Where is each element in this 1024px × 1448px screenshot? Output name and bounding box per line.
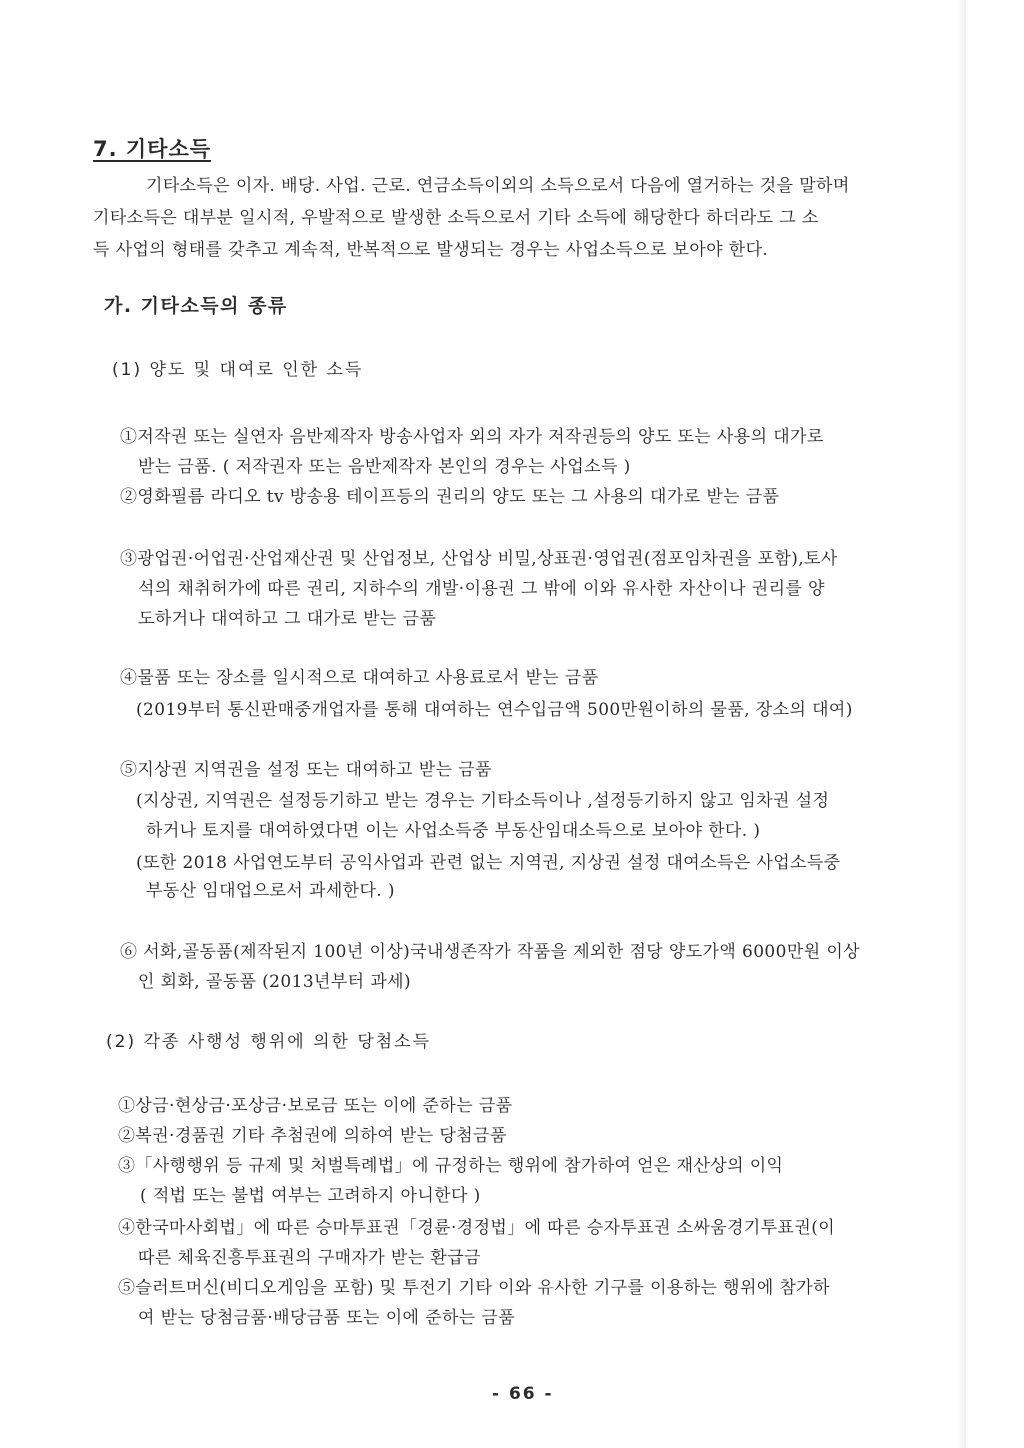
subsection-title: 가. 기타소득의 종류 <box>104 295 288 317</box>
prize-item-4-line-2: 따른 체육진흥투표권의 구매자가 받는 환급금 <box>138 1248 481 1268</box>
prize-item-1: ①상금·현상금·포상금·보로금 또는 이에 준하는 금품 <box>118 1096 513 1116</box>
item-6-line-1: ⑥ 서화,골동품(제작된지 100년 이상)국내생존작가 작품을 제외한 점당 양도가액 6000만원 이상 <box>120 942 860 962</box>
scan-edge-shadow <box>956 0 966 1448</box>
prize-item-5-line-1: ⑤슬러트머신(비디오게임을 포함) 및 투전기 기타 이와 유사한 기구를 이용하는 행위에 참가하 <box>118 1278 830 1298</box>
intro-line-1: 기타소득은 이자. 배당. 사업. 근로. 연금소득이외의 소득으로서 다음에 열거하는 것을 말하며 <box>146 176 850 196</box>
item-3-line-1: ③광업권·어업권·산업재산권 및 산업정보, 산업상 비밀,상표권·영업권(점포임차권을 포함),토사 <box>120 549 838 569</box>
item-2: ②영화필름 라디오 tv 방송용 테이프등의 권리의 양도 또는 그 사용의 대가로 받는 금품 <box>120 487 780 507</box>
prize-item-3-line-2: ( 적법 또는 불법 여부는 고려하지 아니한다 ) <box>140 1186 481 1206</box>
item-1-line-1: ①저작권 또는 실연자 음반제작자 방송사업자 외의 자가 저작권등의 양도 또는 사용의 대가로 <box>120 427 824 447</box>
item-4-line-1: ④물품 또는 장소를 일시적으로 대여하고 사용료로서 받는 금품 <box>120 668 599 688</box>
prize-item-2: ②복권·경품권 기타 추첨권에 의하여 받는 당첨금품 <box>118 1126 507 1146</box>
group1-title: (1) 양도 및 대여로 인한 소득 <box>112 360 364 380</box>
item-5-line-3: 하거나 토지를 대여하였다면 이는 사업소득중 부동산임대소득으로 보아야 한다. ) <box>146 821 761 841</box>
item-6-line-2: 인 회화, 골동품 (2013년부터 과세) <box>138 972 411 992</box>
item-3-line-3: 도하거나 대여하고 그 대가로 받는 금품 <box>138 609 437 629</box>
item-3-line-2: 석의 채취허가에 따른 권리, 지하수의 개발·이용권 그 밖에 이와 유사한 자산이나 권리를 양 <box>138 579 825 599</box>
prize-item-4-line-1: ④한국마사회법」에 따른 승마투표권「경륜·경정법」에 따른 승자투표권 소싸움경기투표권(이 <box>118 1218 836 1238</box>
intro-line-3: 득 사업의 형태를 갖추고 계속적, 반복적으로 발생되는 경우는 사업소득으로 보아야 한다. <box>93 240 769 260</box>
item-5-line-2: (지상권, 지역권은 설정등기하고 받는 경우는 기타소득이나 ,설정등기하지 않고 임차권 설정 <box>136 791 830 811</box>
item-1-line-2: 받는 금품. ( 저작권자 또는 음반제작자 본인의 경우는 사업소득 ) <box>138 457 631 477</box>
group2-title: (2) 각종 사행성 행위에 의한 당첨소득 <box>106 1032 432 1052</box>
prize-item-3-line-1: ③「사행행위 등 규제 및 처벌특례법」에 규정하는 행위에 참가하여 얻은 재산상의 이익 <box>118 1156 784 1176</box>
page-number: - 66 - <box>492 1384 554 1404</box>
intro-line-2: 기타소득은 대부분 일시적, 우발적으로 발생한 소득으로서 기타 소득에 해당한다 하더라도 그 소 <box>93 208 819 228</box>
item-5-line-4: (또한 2018 사업연도부터 공익사업과 관련 없는 지역권, 지상권 설정 대여소득은 사업소득중 <box>136 853 841 873</box>
item-5-line-5: 부동산 임대업으로서 과세한다. ) <box>146 881 395 901</box>
prize-item-5-line-2: 여 받는 당첨금품·배당금품 또는 이에 준하는 금품 <box>138 1308 516 1328</box>
item-5-line-1: ⑤지상권 지역권을 설정 또는 대여하고 받는 금품 <box>120 760 492 780</box>
item-4-line-2: (2019부터 통신판매중개업자를 통해 대여하는 연수입금액 500만원이하의 물품, 장소의 대여) <box>136 700 853 720</box>
section-title: 7. 기타소득 <box>93 137 212 161</box>
